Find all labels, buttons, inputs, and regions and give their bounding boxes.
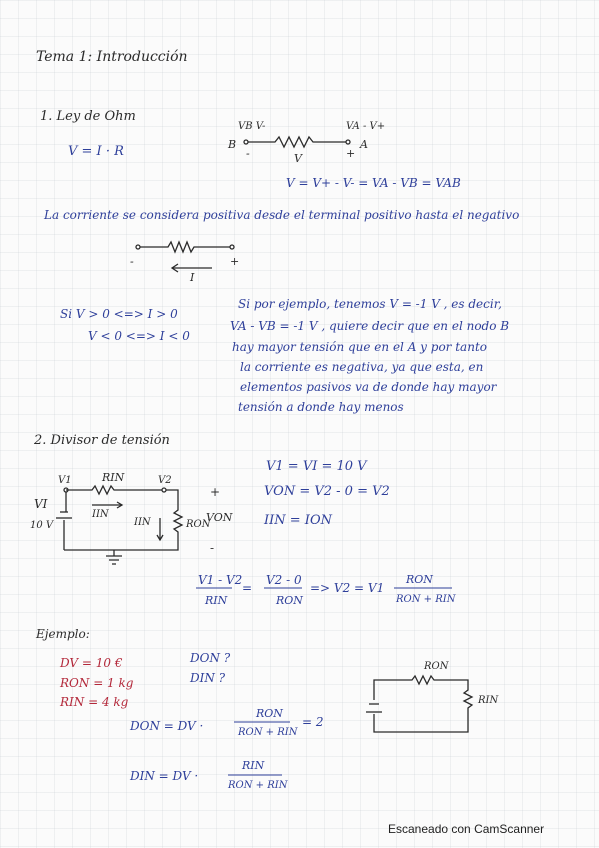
- don-equation-denominator: RON + RIN: [238, 727, 298, 738]
- resistor-minus: -: [130, 255, 134, 268]
- fraction-2-numerator: V2 - 0: [266, 573, 302, 587]
- divider-equation-1: V1 = VI = 10 V: [266, 459, 367, 474]
- example-circuit-diagram: [366, 676, 472, 732]
- fraction-equals-1: =: [242, 581, 253, 595]
- circuit1-plus: +: [346, 147, 356, 160]
- don-equation-result: = 2: [302, 715, 324, 729]
- divider-vi-label: VI: [34, 497, 48, 511]
- divider-v1-label: V1: [58, 475, 72, 486]
- fraction-2-denominator: RON: [276, 594, 303, 607]
- example-given-ron: RON = 1 kg: [60, 676, 134, 690]
- fraction-implies: => V2 = V1: [310, 581, 385, 595]
- section1-heading: 1. Ley de Ohm: [40, 109, 136, 124]
- divider-10v-label: 10 V: [30, 520, 54, 531]
- current-convention-sentence: La corriente se considera positiva desde el terminal positivo hasta el negativo: [44, 208, 520, 222]
- divider-plus: +: [210, 485, 221, 499]
- fraction-1-numerator: V1 - V2: [198, 573, 243, 587]
- section2-heading: 2. Divisor de tensión: [34, 433, 170, 448]
- divider-minus: -: [210, 541, 215, 555]
- example-line-2: VA - VB = -1 V , quiere decir que en el nodo B: [230, 319, 510, 333]
- circuit1-voltage-label: V: [294, 152, 302, 165]
- example-heading: Ejemplo:: [36, 627, 90, 641]
- condition-positive: Si V > 0 <=> I > 0: [60, 307, 178, 321]
- divider-ron-label: RON: [186, 519, 211, 530]
- don-equation-numerator: RON: [256, 707, 283, 720]
- divider-rin-label: RIN: [102, 471, 125, 484]
- don-equation-lhs: DON = DV ·: [130, 719, 204, 733]
- ohm-formula: V = I · R: [68, 144, 124, 159]
- divider-iin2-label: IIN: [134, 517, 151, 528]
- din-equation-lhs: DIN = DV ·: [130, 769, 199, 783]
- divider-von-label: VON: [206, 511, 233, 524]
- circuit1-node-a: A: [360, 138, 368, 151]
- circuit1-node-b: B: [228, 138, 237, 151]
- resistor-current-label: I: [190, 271, 195, 284]
- din-equation-numerator: RIN: [242, 759, 265, 772]
- condition-negative: V < 0 <=> I < 0: [88, 329, 190, 343]
- ohm-circuit-diagram: [244, 137, 350, 147]
- page-title: Tema 1: Introducción: [36, 49, 188, 65]
- voltage-divider-diagram: [56, 486, 182, 564]
- fraction-1-denominator: RIN: [205, 594, 228, 607]
- example-circuit-ron-label: RON: [424, 661, 449, 672]
- example-line-1: Si por ejemplo, tenemos V = -1 V , es decir,: [238, 297, 502, 311]
- example-line-6: tensión a donde hay menos: [238, 400, 404, 414]
- fraction-3-numerator: RON: [406, 573, 433, 586]
- example-line-4: la corriente es negativa, ya que esta, en: [240, 360, 484, 374]
- resistor-diagram: [136, 242, 234, 272]
- circuit1-minus: -: [246, 147, 250, 160]
- resistor-plus: +: [230, 255, 240, 268]
- example-line-5: elementos pasivos va de donde hay mayor: [240, 380, 497, 394]
- camscanner-footer: Escaneado con CamScanner: [388, 822, 545, 836]
- divider-v2-label: V2: [158, 475, 172, 486]
- example-given-rin: RIN = 4 kg: [60, 695, 129, 709]
- circuit1-top-right-label: VA - V+: [346, 121, 386, 132]
- voltage-equation: V = V+ - V- = VA - VB = VAB: [286, 176, 461, 190]
- fraction-3-denominator: RON + RIN: [396, 594, 456, 605]
- example-unknown-din: DIN ?: [190, 671, 226, 685]
- example-line-3: hay mayor tensión que en el A y por tanto: [232, 340, 487, 354]
- divider-equation-2: VON = V2 - 0 = V2: [264, 484, 390, 499]
- divider-equation-3: IIN = ION: [264, 513, 332, 528]
- example-circuit-rin-label: RIN: [478, 695, 499, 706]
- din-equation-denominator: RON + RIN: [228, 780, 288, 791]
- fraction-bars: [196, 588, 452, 775]
- circuit1-top-left-label: VB V-: [238, 121, 266, 132]
- divider-iin-label: IIN: [92, 509, 109, 520]
- example-given-dv: DV = 10 €: [60, 656, 123, 670]
- example-unknown-don: DON ?: [190, 651, 231, 665]
